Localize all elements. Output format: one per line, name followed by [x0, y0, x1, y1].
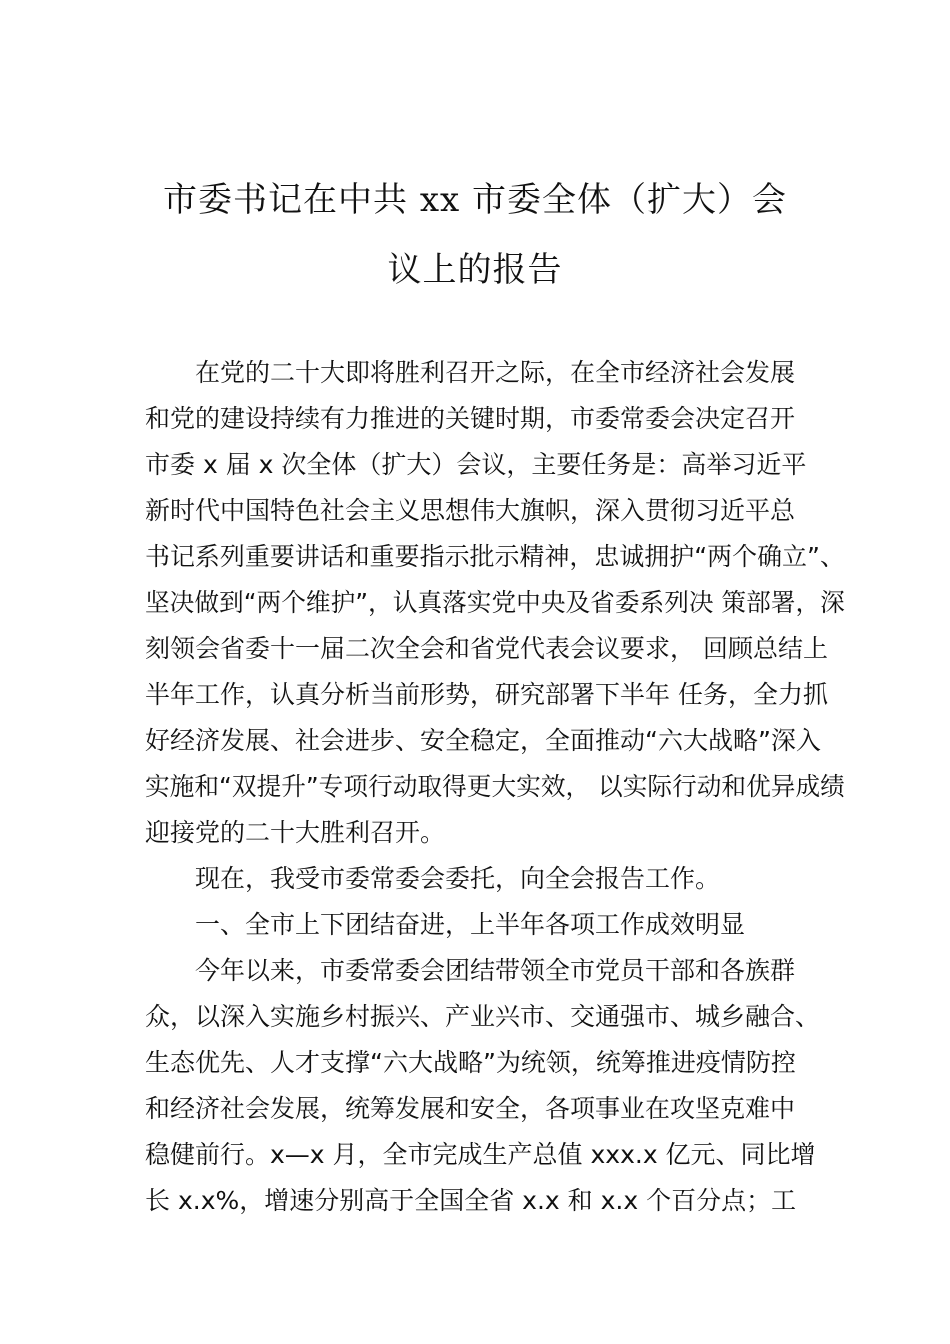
body-line-1: 在党的二十大即将胜利召开之际，在全市经济社会发展 [195, 358, 796, 387]
body-line-5: 书记系列重要讲话和重要指示批示精神，忠诚拥护“两个确立”、 [145, 542, 845, 571]
body-line-18: 稳健前行。x—x 月，全市完成生产总值 xxx.x 亿元、同比增 [145, 1140, 816, 1169]
body-line-7: 刻领会省委十一届二次全会和省党代表会议要求， 回顾总结上 [145, 634, 828, 663]
body-line-10: 实施和“双提升”专项行动取得更大实效， 以实际行动和优异成绩 [145, 772, 845, 801]
body-line-9: 好经济发展、社会进步、安全稳定，全面推动“六大战略”深入 [145, 726, 821, 755]
body-line-2: 和党的建设持续有力推进的关键时期，市委常委会决定召开 [145, 404, 796, 433]
section-heading-1: 一、全市上下团结奋进，上半年各项工作成效明显 [195, 910, 746, 939]
body-line-16: 生态优先、人才支撑“六大战略”为统领，统筹推进疫情防控 [145, 1048, 796, 1077]
body-line-15: 众，以深入实施乡村振兴、产业兴市、交通强市、城乡融合、 [145, 1002, 821, 1031]
body-line-8: 半年工作，认真分析当前形势，研究部署下半年 任务，全力抓 [145, 680, 828, 709]
document-title-line-1: 市委书记在中共 xx 市委全体（扩大）会 [163, 180, 787, 220]
body-line-19: 长 x.x%，增速分别高于全国全省 x.x 和 x.x 个百分点；工 [145, 1186, 797, 1215]
body-line-14: 今年以来，市委常委会团结带领全市党员干部和各族群 [195, 956, 796, 985]
body-line-6: 坚决做到“两个维护”，认真落实党中央及省委系列决 策部署，深 [145, 588, 845, 617]
body-line-11: 迎接党的二十大胜利召开。 [145, 818, 446, 847]
body-line-17: 和经济社会发展，统筹发展和安全，各项事业在攻坚克难中 [145, 1094, 796, 1123]
body-line-12: 现在，我受市委常委会委托，向全会报告工作。 [195, 864, 721, 893]
document-title-line-2: 议上的报告 [387, 250, 563, 290]
body-line-4: 新时代中国特色社会主义思想伟大旗帜，深入贯彻习近平总 [145, 496, 796, 525]
body-line-3: 市委 x 届 x 次全体（扩大）会议，主要任务是：高举习近平 [145, 450, 807, 479]
